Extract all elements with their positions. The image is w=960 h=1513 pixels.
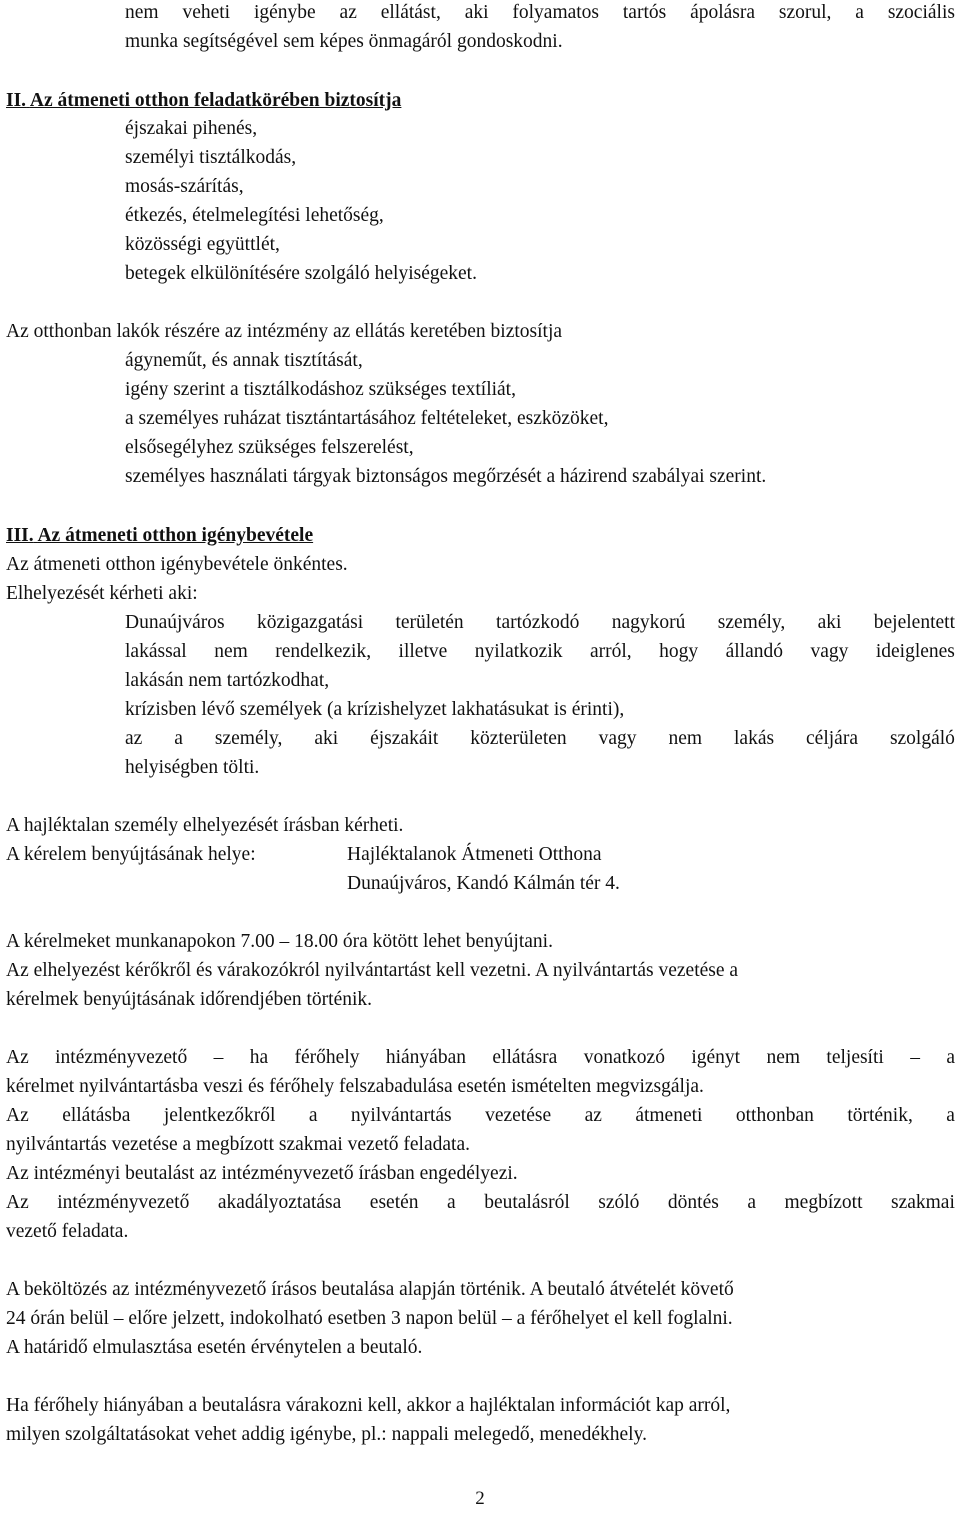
section-3-title: Az átmeneti otthon igénybevétele xyxy=(37,525,314,546)
section-3-heading xyxy=(6,525,313,547)
intro-line-1: nem veheti igénybe az ellátást, aki folyamatos tartós ápolásra szorul, a szociális xyxy=(125,2,955,23)
paragraph-4-line-2: vezető feladata. xyxy=(6,1221,129,1242)
list-item: éjszakai pihenés, xyxy=(125,118,258,139)
list-item: közösségi együttlét, xyxy=(125,234,280,255)
submission-place-name: Hajléktalanok Átmeneti Otthona xyxy=(347,844,602,865)
paragraph-1-line-1: Az intézményvezető – ha férőhely hiányában ellátásra vonatkozó igényt nem teljesíti – a xyxy=(6,1047,955,1068)
list-item: személyes használati tárgyak biztonságos megőrzését a házirend szabályai szerint. xyxy=(125,466,767,487)
section-2-number: II. xyxy=(6,90,27,111)
condition-1-line-3: lakásán nem tartózkodhat, xyxy=(125,670,330,691)
list-item: mosás-szárítás, xyxy=(125,176,244,197)
submission-place-address: Dunaújváros, Kandó Kálmán tér 4. xyxy=(347,873,620,894)
who-can-request: Elhelyezését kérheti aki: xyxy=(6,583,198,604)
section-3-number: III. xyxy=(6,525,34,546)
paragraph-3: Az intézményi beutalást az intézményvezető írásban engedélyezi. xyxy=(6,1163,518,1184)
paragraph-6-line-2: milyen szolgáltatásokat vehet addig igénybe, pl.: nappali melegedő, menedékhely. xyxy=(6,1424,647,1445)
condition-1-line-1: Dunaújváros közigazgatási területén tartózkodó nagykorú személy, aki bejelentett xyxy=(125,612,955,633)
section-2-title: Az átmeneti otthon feladatkörében biztosítja xyxy=(29,90,402,111)
paragraph-2-line-1: Az ellátásba jelentkezőkről a nyilvántartás vezetése az átmeneti otthonban történik, a xyxy=(6,1105,955,1126)
paragraph-1-line-2: kérelmet nyilvántartásba veszi és férőhely felszabadulása esetén ismételten megvizsgálja. xyxy=(6,1076,704,1097)
paragraph-4-line-1: Az intézményvezető akadályoztatása esetén a beutalásról szóló döntés a megbízott szakmai xyxy=(6,1192,955,1213)
submission-hours: A kérelmeket munkanapokon 7.00 – 18.00 óra kötött lehet benyújtani. xyxy=(6,931,553,952)
section-2-lead: Az otthonban lakók részére az intézmény az ellátás keretében biztosítja xyxy=(6,321,563,342)
intro-line-2: munka segítségével sem képes önmagáról gondoskodni. xyxy=(125,31,563,52)
paragraph-6-line-1: Ha férőhely hiányában a beutalásra várakozni kell, akkor a hajléktalan információt kap arról, xyxy=(6,1395,731,1416)
page-number: 2 xyxy=(475,1488,485,1509)
list-item: igény szerint a tisztálkodáshoz szükséges textíliát, xyxy=(125,379,516,400)
list-item: a személyes ruházat tisztántartásához feltételeket, eszközöket, xyxy=(125,408,609,429)
paragraph-5-line-3: A határidő elmulasztása esetén érvénytelen a beutaló. xyxy=(6,1337,423,1358)
section-2-heading xyxy=(6,90,401,112)
list-item: étkezés, ételmelegítési lehetőség, xyxy=(125,205,384,226)
condition-3-line-2: helyiségben tölti. xyxy=(125,757,260,778)
paragraph-2-line-2: nyilvántartás vezetése a megbízott szakmai vezető feladata. xyxy=(6,1134,470,1155)
condition-3-line-1: az a személy, aki éjszakáit közterületen vagy nem lakás céljára szolgáló xyxy=(125,728,955,749)
list-item: személyi tisztálkodás, xyxy=(125,147,297,168)
list-item: betegek elkülönítésére szolgáló helyiségeket. xyxy=(125,263,477,284)
list-item: elsősegélyhez szükséges felszerelést, xyxy=(125,437,414,458)
condition-2: krízisben lévő személyek (a krízishelyzet lakhatásukat is érinti), xyxy=(125,699,625,720)
paragraph-5-line-2: 24 órán belül – előre jelzett, indokolható esetben 3 napon belül – a férőhelyet el kell foglalni. xyxy=(6,1308,733,1329)
registry-line-1: Az elhelyezést kérőkről és várakozókról nyilvántartást kell vezetni. A nyilvántartás vezetése a xyxy=(6,960,739,981)
registry-line-2: kérelmek benyújtásának időrendjében történik. xyxy=(6,989,373,1010)
voluntary-text: Az átmeneti otthon igénybevétele önkéntes. xyxy=(6,554,348,575)
condition-1-line-2: lakással nem rendelkezik, illetve nyilatkozik arról, hogy állandó vagy ideiglenes xyxy=(125,641,955,662)
written-request: A hajléktalan személy elhelyezését írásban kérheti. xyxy=(6,815,404,836)
submission-place-label: A kérelem benyújtásának helye: xyxy=(6,844,256,865)
list-item: ágyneműt, és annak tisztítását, xyxy=(125,350,363,371)
paragraph-5-line-1: A beköltözés az intézményvezető írásos beutalása alapján történik. A beutaló átvételét követő xyxy=(6,1279,734,1300)
